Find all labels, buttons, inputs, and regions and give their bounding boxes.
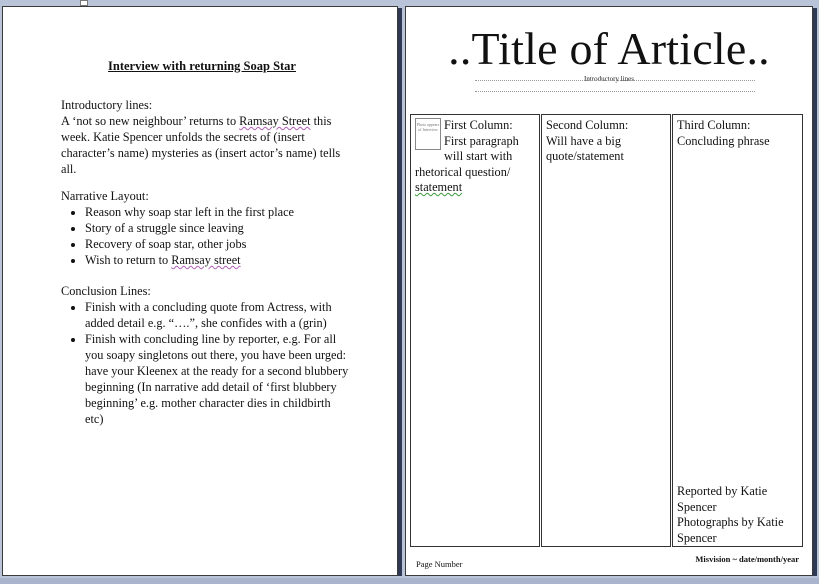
list-item: • Finish with a concluding quote from Actress, with added detail e.g. “….”, she confides with a (grin): [85, 299, 351, 331]
document-title: Interview with returning Soap Star: [108, 59, 296, 73]
footer-date: Misvision ~ date/month/year: [695, 554, 799, 564]
page-shadow: [813, 8, 817, 576]
second-column: [541, 114, 671, 547]
column-text-underlined: statement: [415, 180, 463, 194]
conclusion-list: [61, 299, 351, 427]
list-item: [85, 252, 351, 268]
photographs-by: Photographs by Katie Spencer: [677, 515, 784, 545]
list-item-text: Wish to return to: [85, 253, 169, 267]
column-heading: First Column:: [444, 118, 513, 132]
narrative-section: [61, 188, 351, 268]
page-number: Page Number: [416, 559, 463, 569]
list-item-place: Ramsay street: [171, 253, 241, 267]
list-item: • Finish with concluding line by reporter, e.g. For all you soapy singletons out there, you have been urged: have your Kleenex at the ready for a second blubbery beginning (In narrative add detail of ‘first blubbery beginning’ e.g. mother character dies in childbirth etc): [85, 331, 351, 427]
conclusion-section: [61, 283, 351, 427]
first-column: [410, 114, 540, 547]
intro-heading: Introductory lines:: [61, 98, 153, 112]
right-article-page: [405, 6, 813, 576]
intro-text-2: this week. Katie Spencer unfolds the secrets of (insert character’s name) mysteries as (insert actor’s name) tells all.: [61, 114, 341, 176]
photo-placeholder: Photo appears of Interview: [415, 118, 441, 150]
intro-lines-label: Introductory lines: [584, 75, 634, 83]
list-item: • Story of a struggle since leaving: [85, 220, 351, 236]
intro-section: [61, 97, 351, 177]
dotted-line: [475, 91, 755, 92]
list-item: • Reason why soap star left in the first place: [85, 204, 351, 220]
left-document-page: [2, 6, 398, 576]
column-heading: Third Column:: [677, 118, 751, 132]
intro-text-1: A ‘not so new neighbour’ returns to: [61, 114, 237, 128]
reported-by: Reported by Katie Spencer: [677, 484, 768, 514]
narrative-list: [61, 204, 351, 268]
intro-paragraph: [61, 113, 351, 177]
article-title: ..Title of Article..: [448, 23, 770, 74]
window-bottom-bar: [0, 578, 819, 584]
column-text: Concluding phrase: [677, 133, 770, 148]
narrative-heading: Narrative Layout:: [61, 189, 149, 203]
third-column: [672, 114, 803, 547]
list-item: • Recovery of soap star, other jobs: [85, 236, 351, 252]
page-shadow: [398, 8, 402, 576]
intro-place: Ramsay Street: [239, 114, 311, 128]
credits: [677, 484, 801, 546]
column-text: First paragraph will start with rhetorical question/: [415, 133, 519, 179]
dotted-line: [475, 80, 755, 81]
column-text: Will have a big quote/statement: [546, 133, 624, 163]
column-heading: Second Column:: [546, 118, 629, 132]
conclusion-heading: Conclusion Lines:: [61, 284, 151, 298]
